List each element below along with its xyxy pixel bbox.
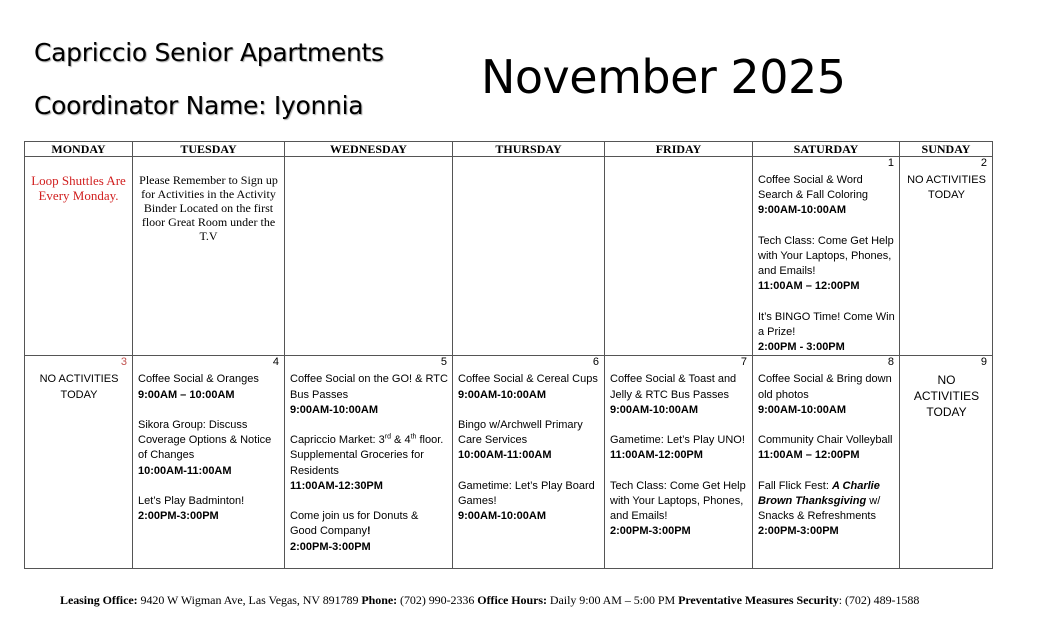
activity-time: 9:00AM-10:00AM <box>758 204 847 217</box>
weekday-header: MONDAY <box>25 142 133 157</box>
month-title: November 2025 <box>481 50 846 104</box>
day-cell-empty <box>605 157 753 356</box>
shuttle-note: Loop Shuttles Are Every Monday. <box>31 173 126 203</box>
activity-time: 9:00AM-10:00AM <box>458 388 547 401</box>
day-cell-8 <box>753 356 900 569</box>
activity-name: Sikora Group: Discuss Coverage Options & Notice of Changes <box>138 419 272 462</box>
property-name: Capriccio Senior Apartments <box>34 38 384 67</box>
activity-time: 2:00PM-3:00PM <box>290 540 371 553</box>
day-cell-2 <box>900 157 993 356</box>
activity-name: Coffee Social & Oranges <box>138 373 259 386</box>
phone-number: (702) 990-2336 <box>397 593 478 607</box>
day-cell-9 <box>900 356 993 569</box>
activity-time: 11:00AM – 12:00PM <box>758 280 860 293</box>
leasing-label: Leasing Office: <box>60 593 138 607</box>
no-activities-note: NO ACTIVITIES TODAY <box>39 373 119 401</box>
day-number: 9 <box>980 356 987 369</box>
activity-name: Gametime: Let’s Play Board Games! <box>458 479 595 507</box>
coordinator-name: Coordinator Name: Iyonnia <box>34 91 364 120</box>
weekday-header-row <box>25 142 993 157</box>
activity-time: 9:00AM – 10:00AM <box>138 388 235 401</box>
activity-name: Coffee Social & Bring down old photos <box>758 373 892 401</box>
office-hours: Daily 9:00 AM – 5:00 PM <box>546 593 679 607</box>
activity-name: Gametime: Let’s Play UNO! <box>610 434 745 447</box>
day-number: 8 <box>887 356 894 369</box>
activity-name: Capriccio Market: 3rd & 4th floor. Supplemental Groceries for Residents <box>290 433 444 477</box>
weekday-header: SATURDAY <box>753 142 900 157</box>
day-cell-3 <box>25 356 133 569</box>
week-row <box>25 157 993 356</box>
no-activities-note: NO ACTIVITIES TODAY <box>913 373 980 420</box>
contact-footer <box>60 593 1055 608</box>
activity-time: 11:00AM – 12:00PM <box>758 449 860 462</box>
weekday-header: WEDNESDAY <box>285 142 453 157</box>
activity-name: Tech Class: Come Get Help with Your Laptops, Phones, and Emails! <box>758 234 894 278</box>
activity-time: 9:00AM-10:00AM <box>758 403 847 416</box>
day-number: 7 <box>740 356 747 369</box>
activity-time: 9:00AM-10:00AM <box>458 510 547 523</box>
leasing-address: 9420 W Wigman Ave, Las Vegas, NV 891789 <box>137 593 362 607</box>
activity-time: 11:00AM-12:00PM <box>610 449 703 462</box>
day-number: 2 <box>980 157 987 169</box>
activity-time: 9:00AM-10:00AM <box>290 403 379 416</box>
day-cell-5 <box>285 356 453 569</box>
day-cell-empty <box>285 157 453 356</box>
day-cell-4 <box>133 356 285 569</box>
day-cell-empty <box>453 157 605 356</box>
phone-label: Phone: <box>361 593 398 607</box>
day-cell-empty-monday <box>25 157 133 356</box>
day-cell-empty-tuesday <box>133 157 285 356</box>
day-cell-7 <box>605 356 753 569</box>
activity-name: Coffee Social & Toast and Jelly & RTC Bus Passes <box>610 373 737 401</box>
security-label: Preventative Measures Security <box>678 593 839 607</box>
activity-name: Let’s Play Badminton! <box>138 495 245 507</box>
activity-time: 2:00PM - 3:00PM <box>758 341 845 354</box>
day-number: 6 <box>592 356 599 369</box>
day-number: 4 <box>272 356 279 369</box>
weekday-header: FRIDAY <box>605 142 753 157</box>
activity-name: Bingo w/Archwell Primary Care Services <box>458 419 583 447</box>
day-number: 5 <box>440 356 447 369</box>
activity-name: Coffee Social & Word Search & Fall Coloring <box>758 174 869 202</box>
day-number: 1 <box>887 157 894 169</box>
activity-time: 2:00PM-3:00PM <box>610 525 691 538</box>
activity-time: 2:00PM-3:00PM <box>758 525 839 538</box>
day-cell-1 <box>753 157 900 356</box>
day-number: 3 <box>120 356 127 369</box>
activity-time: 11:00AM-12:30PM <box>290 479 383 492</box>
activity-name: Fall Flick Fest: A Charlie Brown Thanksgiving w/ Snacks & Refreshments <box>758 479 881 523</box>
activity-time: 9:00AM-10:00AM <box>610 403 699 416</box>
security-phone: : (702) 489-1588 <box>838 593 920 607</box>
weekday-header: TUESDAY <box>133 142 285 157</box>
activity-name: Coffee Social & Cereal Cups <box>458 373 598 386</box>
no-activities-note: NO ACTIVITIES TODAY <box>907 174 986 202</box>
activity-name: Community Chair Volleyball <box>758 434 893 447</box>
activity-time: 10:00AM-11:00AM <box>458 449 552 462</box>
activity-name: Come join us for Donuts & Good Company! <box>290 510 419 538</box>
calendar-grid <box>24 141 993 569</box>
weekday-header: THURSDAY <box>453 142 605 157</box>
activity-name: Tech Class: Come Get Help with Your Laptops, Phones, and Emails! <box>610 479 746 523</box>
activity-name: Coffee Social on the GO! & RTC Bus Passes <box>290 373 448 401</box>
week-row <box>25 356 993 569</box>
activity-time: 2:00PM-3:00PM <box>138 510 219 523</box>
activity-name: It’s BINGO Time! Come Win a Prize! <box>758 310 895 338</box>
day-cell-6 <box>453 356 605 569</box>
weekday-header: SUNDAY <box>900 142 993 157</box>
hours-label: Office Hours: <box>477 593 547 607</box>
signup-reminder: Please Remember to Sign up for Activities in the Activity Binder Located on the first floor Great Room under the T.V <box>139 173 278 243</box>
activity-time: 10:00AM-11:00AM <box>138 464 232 477</box>
